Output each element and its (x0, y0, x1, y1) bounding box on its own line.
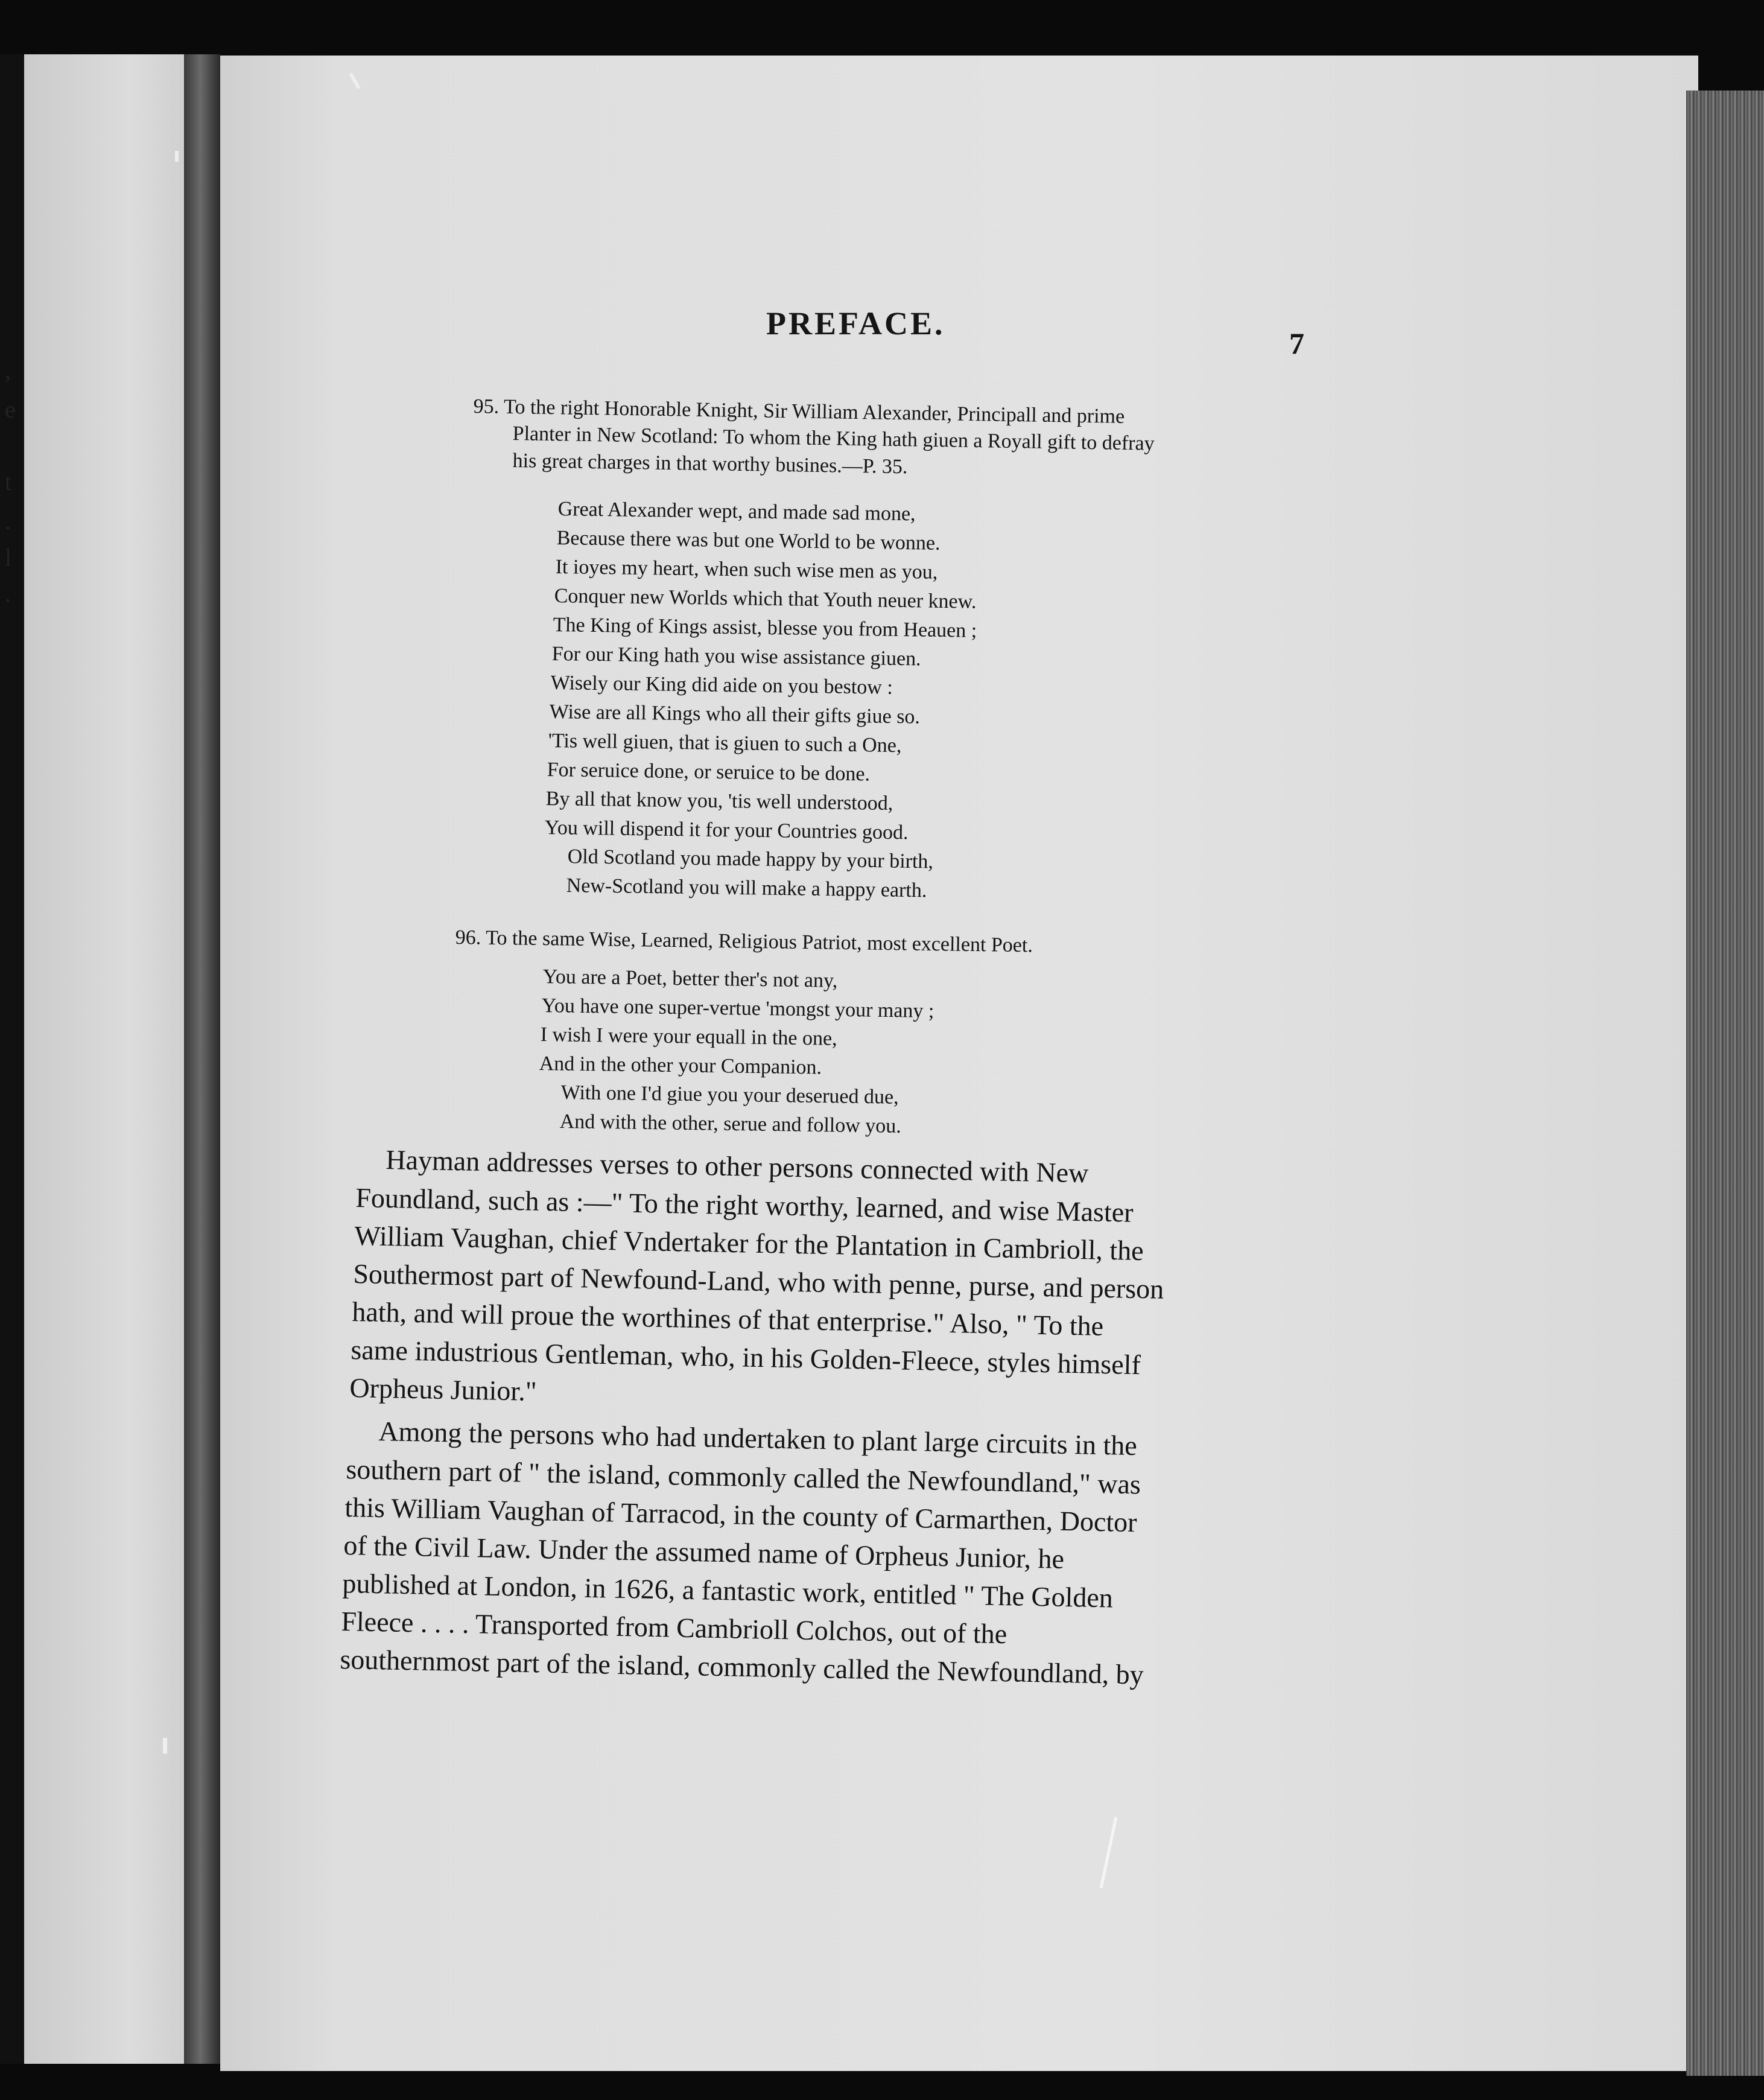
scan-speck (175, 151, 179, 162)
paragraph-line: hath, and will proue the worthines of that enterprise." Also, " To the (352, 1296, 1104, 1341)
verse-line: Old Scotland you made happy by your birth, (567, 845, 934, 873)
left-page-fragment: e (5, 396, 16, 423)
scan-speck (163, 1738, 167, 1754)
paragraph-line: Southermost part of Newfound-Land, who with penne, purse, and person (353, 1258, 1164, 1305)
left-page-fragment: t (5, 468, 12, 495)
verse-line: By all that know you, 'tis well understood, (545, 788, 893, 815)
verse-line: For seruice done, or seruice to be done. (547, 759, 871, 786)
entry-line: 95. To the right Honorable Knight, Sir William Alexander, Principall and prime (473, 395, 1125, 428)
paragraph-line: Fleece . . . . Transported from Cambrioll Colchos, out of the (341, 1605, 1007, 1650)
paragraph-line: Among the persons who had undertaken to plant large circuits in the (378, 1415, 1138, 1462)
paragraph-line: Orpheus Junior." (349, 1372, 538, 1407)
left-page-fragment: . (5, 508, 11, 535)
paragraph-line: southern part of " the island, commonly called the Newfoundland," was (346, 1453, 1141, 1500)
verse-line: You are a Poet, better ther's not any, (542, 966, 838, 992)
verse-line: Conquer new Worlds which that Youth neuer knew. (554, 585, 977, 613)
verse-line: It ioyes my heart, when such wise men as you, (555, 556, 938, 584)
paragraph-line: Hayman addresses verses to other persons connected with New (385, 1144, 1089, 1189)
paragraph-line: Foundland, such as :—" To the right worthy, learned, and wise Master (355, 1182, 1134, 1228)
entry-line: Planter in New Scotland: To whom the King hath giuen a Royall gift to defray (512, 422, 1155, 455)
verse-line: 'Tis well giuen, that is giuen to such a One, (548, 730, 902, 757)
paragraph-line: published at London, in 1626, a fantastic work, entitled " The Golden (342, 1567, 1114, 1614)
book-gutter (184, 54, 220, 2064)
left-page-fragment: l (5, 544, 12, 571)
paragraph-line: William Vaughan, chief Vndertaker for the Plantation in Cambrioll, the (354, 1220, 1144, 1267)
verse-line: You will dispend it for your Countries good. (544, 816, 909, 844)
verse-line: New-Scotland you will make a happy earth. (566, 874, 927, 902)
entry-line: his great charges in that worthy busines.—P. 35. (512, 450, 908, 479)
verse-line: With one I'd giue you your deserued due, (560, 1081, 899, 1109)
left-page-fragment: , (5, 357, 11, 384)
running-head: PREFACE. (766, 305, 945, 342)
paragraph-line: same industrious Gentleman, who, in his Golden-Fleece, styles himself (351, 1334, 1141, 1381)
left-page (0, 54, 187, 2064)
page-number: 7 (1289, 326, 1304, 360)
verse-line: For our King hath you wise assistance giuen. (551, 643, 921, 670)
verse-line: You have one super-vertue 'mongst your many ; (541, 994, 934, 1023)
verse-line: Wise are all Kings who all their gifts giue so. (549, 701, 921, 728)
paragraph-line: southernmost part of the island, commonly called the Newfoundland, by (340, 1643, 1144, 1690)
verse-line: Wisely our King did aide on you bestow : (550, 672, 893, 699)
page-edges (1686, 91, 1764, 2076)
verse-line: Great Alexander wept, and made sad mone, (557, 498, 916, 526)
left-page-fragment: . (5, 580, 11, 607)
verse-line: The King of Kings assist, blesse you from Heauen ; (553, 614, 977, 642)
entry-line: 96. To the same Wise, Learned, Religious Patriot, most excellent Poet. (455, 926, 1033, 957)
verse-line: I wish I were your equall in the one, (540, 1023, 837, 1050)
left-page-edge (0, 54, 24, 2064)
verse-line: Because there was but one World to be wonne. (556, 527, 941, 555)
book-page (220, 56, 1698, 2071)
paragraph-line: of the Civil Law. Under the assumed name of Orpheus Junior, he (343, 1529, 1065, 1574)
paragraph-line: this William Vaughan of Tarracod, in the county of Carmarthen, Doctor (344, 1491, 1138, 1538)
verse-line: And with the other, serue and follow you. (559, 1110, 902, 1138)
verse-line: And in the other your Companion. (539, 1052, 822, 1079)
